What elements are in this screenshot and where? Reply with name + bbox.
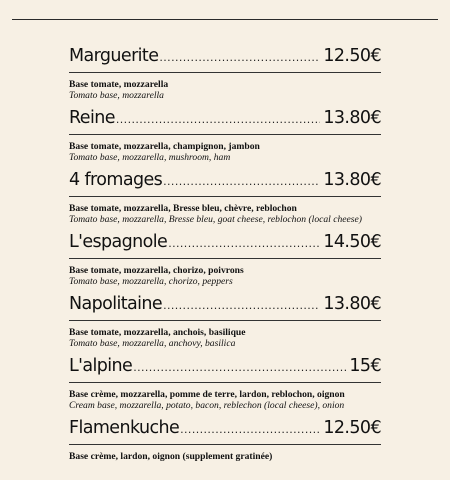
menu-item-name: Napolitaine bbox=[69, 294, 163, 314]
menu-item-marguerite bbox=[69, 46, 381, 108]
menu-item-divider bbox=[69, 320, 381, 321]
menu-item-price: 13.80€ bbox=[323, 170, 381, 190]
menu-item-divider bbox=[69, 196, 381, 197]
menu-item-divider bbox=[69, 382, 381, 383]
dot-leader bbox=[133, 361, 346, 374]
menu-item-price: 15€ bbox=[349, 356, 381, 376]
menu-item-reine bbox=[69, 108, 381, 170]
menu-item-translation: Tomato base, mozzarella, chorizo, peppers bbox=[69, 276, 233, 287]
menu-item-description: Base tomate, mozzarella, chorizo, poivrons bbox=[69, 265, 244, 276]
menu-item-translation: Tomato base, mozzarella, Bresse bleu, goat cheese, reblochon (local cheese) bbox=[69, 214, 362, 225]
menu-item-divider bbox=[69, 134, 381, 135]
dot-leader bbox=[168, 237, 320, 250]
menu-item-divider bbox=[69, 72, 381, 73]
menu-item-header bbox=[69, 418, 381, 444]
menu-item-price: 13.80€ bbox=[323, 294, 381, 314]
dot-leader bbox=[163, 175, 320, 188]
menu-item-divider bbox=[69, 444, 381, 445]
menu-item-header bbox=[69, 108, 381, 134]
menu-item-divider bbox=[69, 258, 381, 259]
menu-item-description: Base tomate, mozzarella, champignon, jambon bbox=[69, 141, 260, 152]
menu-item-description: Base tomate, mozzarella, anchois, basilique bbox=[69, 327, 246, 338]
menu-item-translation: Tomato base, mozzarella, anchovy, basilica bbox=[69, 338, 236, 349]
pizza-menu bbox=[69, 46, 381, 480]
dot-leader bbox=[159, 51, 320, 64]
menu-item-name: Reine bbox=[69, 108, 115, 128]
menu-item-price: 14.50€ bbox=[323, 232, 381, 252]
menu-item-translation: Tomato base, mozzarella, mushroom, ham bbox=[69, 152, 231, 163]
menu-item-4-fromages bbox=[69, 170, 381, 232]
menu-item-header bbox=[69, 356, 381, 382]
menu-item-napolitaine bbox=[69, 294, 381, 356]
menu-item-alpine bbox=[69, 356, 381, 418]
menu-item-name: L'alpine bbox=[69, 356, 133, 376]
menu-item-description: Base tomate, mozzarella bbox=[69, 79, 169, 90]
dot-leader bbox=[163, 299, 320, 312]
menu-item-name: L'espagnole bbox=[69, 232, 168, 252]
menu-item-price: 12.50€ bbox=[323, 418, 381, 438]
menu-item-price: 12.50€ bbox=[323, 46, 381, 66]
menu-item-price: 13.80€ bbox=[323, 108, 381, 128]
menu-item-header bbox=[69, 170, 381, 196]
menu-item-translation: Tomato base, mozzarella bbox=[69, 90, 164, 101]
menu-item-name: Flamenkuche bbox=[69, 418, 180, 438]
menu-item-header bbox=[69, 294, 381, 320]
top-divider bbox=[12, 19, 438, 20]
dot-leader bbox=[180, 423, 320, 436]
menu-item-espagnole bbox=[69, 232, 381, 294]
dot-leader bbox=[116, 113, 320, 126]
menu-item-flamenkuche bbox=[69, 418, 381, 480]
menu-item-translation: Cream base, mozzarella, potato, bacon, reblechon (local cheese), onion bbox=[69, 400, 345, 411]
menu-item-name: 4 fromages bbox=[69, 170, 163, 190]
menu-item-description: Base crème, lardon, oignon (supplement gratinée) bbox=[69, 451, 273, 462]
menu-item-description: Base tomate, mozzarella, Bresse bleu, chèvre, reblochon bbox=[69, 203, 297, 214]
menu-item-description: Base crème, mozzarella, pomme de terre, lardon, reblochon, oignon bbox=[69, 389, 345, 400]
menu-item-name: Marguerite bbox=[69, 46, 159, 66]
menu-item-header bbox=[69, 46, 381, 72]
menu-item-header bbox=[69, 232, 381, 258]
